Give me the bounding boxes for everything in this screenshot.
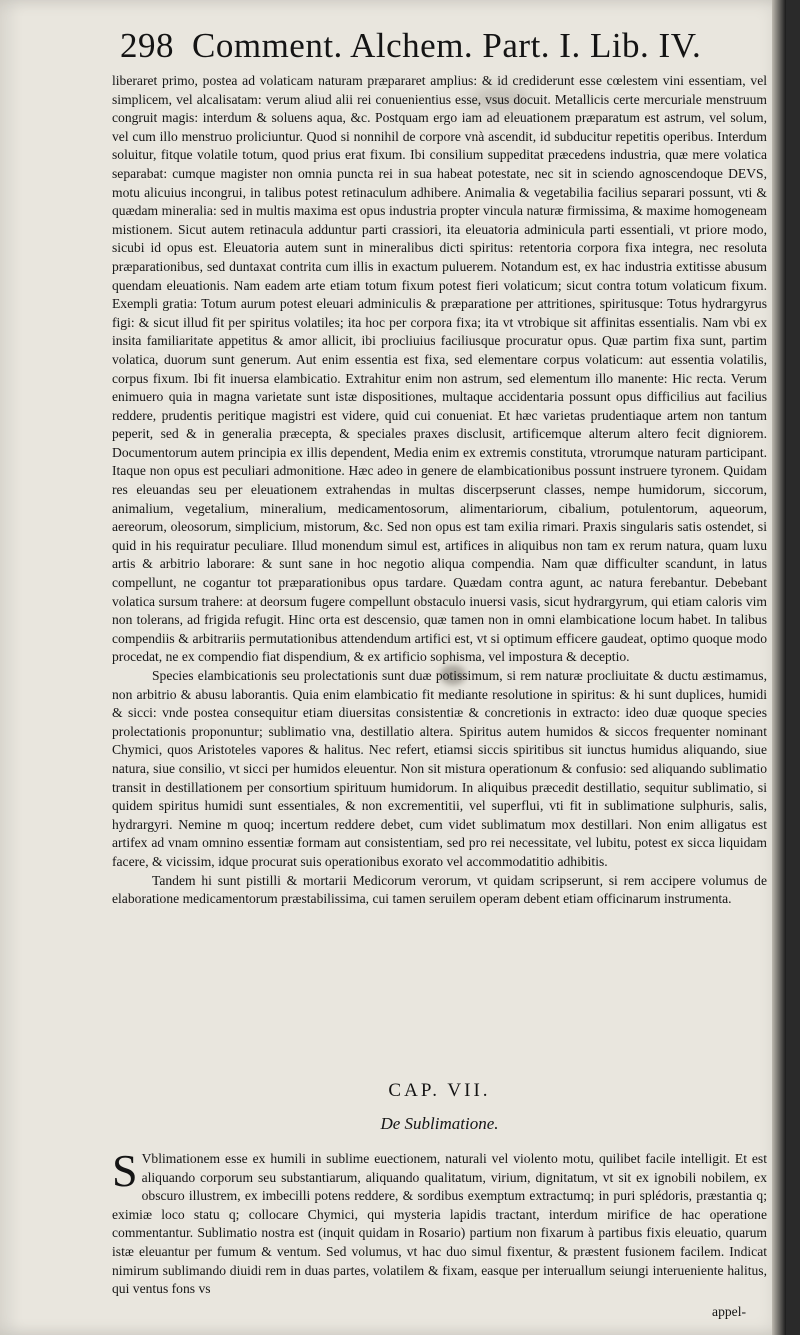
main-text [112,72,767,909]
chapter-subtitle: De Sublimatione. [380,1114,499,1133]
chapter-text [112,1145,767,1299]
paragraph: Species elambicationis seu prolectationis sunt duæ potissimum, si rem naturæ procliuitate & ductu æstimamus, non arbitrio & abusu laborantis. Quia enim elambicatio fit mediante resolutione in spiritus: & hi sunt duplices, humidi & sicci: vnde postea consequitur etiam diuersitas consistentiæ & concretionis in extracto: ideo duæ quoque species prolectationis proponuntur; sublimatio vna, destillatio altera. Spiritus autem humidos & siccos frequenter nominant Chymici, quos Aristoteles vapores & halitus. Nec refert, etiamsi siccis spiritibus sit iunctus humidus aliquando, siue natura, siue consilio, vt sicci per humidos eleuentur. Non sit mistura operationum & confusio: sed aliquando sublimatio transit in destillationem per consortium spirituum humidorum. In aliquibus præcedit destillatio, sequitur sublimatio, si quidem spiritus humidi sunt essentiales, & non excrementitii, vel superflui, vti fit in sublimatione sulphuris, salis, hydrargyri. Nemine m quoq; incertum reddere debet, cum videt sublimatum mox destillari. Non enim alligatus est artifex ad vnam omnino essentiæ formam aut consistentiam, sed pro rei necessitate, vel lubitu, potest ex sicca liquidam facere, & vicissim, idque procurat suis operationibus exorato vel accommodatitio adhibitis. [112,668,767,869]
page-edge-shadow [772,0,786,1335]
paragraph: Tandem hi sunt pistilli & mortarii Medicorum verorum, vt quidam scripserunt, si rem accipere volumus de elaboratione medicamentorum præstabilissima, cui tamen seruilem operam debent etiam officinarum instrumenta. [112,872,767,907]
drop-cap: S [112,1145,138,1196]
running-header [120,28,760,63]
paragraph: liberaret primo, postea ad volaticam naturam præpararet amplius: & id crediderunt esse cœlestem vini essentiam, vel simplicem, vel alcalisatam: verum aliud alii rei conuenientius esse, vsus docuit. Metallicis certe mercuriale menstruum congruit magis: interdum & soluens aqua, &c. Postquam ergo iam ad eleuationem præparatum est astrum, vel solum, vel cum illo menstruo proliciuntur. Quod si nonnihil de corpore vnà ascendit, id subducitur repetitis operibus. Interdum soluitur, fitque volatile totum, quod prius erat fixum. Ibi consilium suppeditat præcedens industria, quæ mere volatica separabat: cumque magister non omnia puncta rei in sua habeat potestate, nec sit in sciendo agnoscendoque DEVS, motu alicuius incongrui, in talibus potest retinaculum adhibere. Animalia & vegetabilia facilius separari possunt, vti & quædam mineralia: sed in multis maxima est opus industria propter vincula naturæ firmissima, & maxime homogeneam mistionem. Sicut autem retinacula adduntur parti crassiori, ita eleuatoria adminicula parti essentiali, vt priore modo, sicubi id opus est. Eleuatoria autem sunt in mineralibus dicti spiritus: retentoria corpora fixa integra, nec resoluta præparationibus, sed duntaxat contrita cum illis in exactum puluerem. Notandum est, ex hac industria extitisse abusum quendam eleuationis. Nam eadem arte etiam totum fixum potest fieri volaticum; sicut contra totum volaticum fixum. Exempli gratia: Totum aurum potest eleuari adminiculis & præparatione per attritiones, spiritusque: Totus hydrargyrus figi: & sicut illud fit per spiritus volatiles; ita hoc per corpora fixa; ita vt vtrobique sit affinitas essentialis. Nam vbi ex insita familiaritate appetitus & amor allicit, ibi procliuius faciliusque procuratur opus. Quæ partim fixa sunt, partim volatica, duorum sunt generum. Aut enim essentia est fixa, sed elementare corpus volaticum: aut essentia volatilis, corpus fixum. Ibi fit inuersa elambicatio. Extrahitur enim non astrum, sed elementum illo manente: Hic recta. Verum enimuero quia in magna varietate sunt istæ dispositiones, multaque accidentaria possunt opus difficilius aut facilius reddere, prudentis peritique magistri est videre, quid cui conueniat. Et hæc varietas prudentiaque artem non tantum peperit, sed & in generalia præcepta, & speciales praxes disclusit, artificemque alterum altero fecit digniorem. Documentorum autem principia ex illis dependent, Media enim ex extremis constituta, vtrorumque naturam participant. Itaque non opus est peculiari admonitione. Hæc adeo in genere de elambicationibus possunt instruere tyronem. Quidam res eleuandas seu per eleuationem extrahendas in multas discerpserunt classes, nempe humidorum, siccorum, animalium, vegetalium, mineralium, medicamentosorum, alimentariorum, cibalium, potulentorum, aqueorum, aereorum, oleosorum, simplicium, mistorum, &c. Sed non opus est tam exilia rimari. Praxis singularis satis ostendet, si quid in his requiratur peculiare. Illud monendum simul est, artifices in aliquibus non tam ex rerum natura, quam luxu artis & arbitrio laborare: & sunt sane in hoc negotio aliqua compendia. Nam quæ difficulter scandunt, in latus compellunt, ne cogantur tot præparationibus opus tardare. Quædam contra agunt, ac natura ferebantur. Debebant volatica sursum trahere: at deorsum fugere compellunt obstaculo inuersi vasis, sicut hydrargyrum, qui etiam caloris vim non tolerans, ad frigida refugit. Hinc orta est descensio, quæ tamen non in omni elambicatione locum habet. In talibus compendiis & arbitrariis permutationibus attendendum artifici est, vt si optimum efficere gaudeat, optimo quoque modo procedat, ne ex compendio fiat dispendium, & ex artificio sophisma, vel impostura & deceptio. [112,73,767,665]
chapter-paragraph: Vblimationem esse ex humili in sublime euectionem, naturali vel violento motu, quilibet facile intelligit. Et est aliquando corporum seu substantiarum, aliquando qualitatum, virium, dignitatum, vt sit ex ignobili nobilem, ex obscuro illustrem, ex imbecilli potens reddere, & sordibus exemptum extractumq; in puri splédoris, præstantia q; eximiæ loco statu q; collocare Chymici, qui mysteria lapidis tractant, interdum mirifice de hac operatione commentantur. Sublimatio nostra est (inquit quidam in Rosario) partium non fixarum à partibus fixis eleuatio, quarum istæ eleuantur per fumum & ventum. Sed volumus, vt hac duo simul fixentur, & præstent fusionem facilem. Indicat nimirum sublimando diuidi rem in duas partes, volatilem & fixam, easque per interuallum seiungi interueniente halitus, qui ventus fons vs [112,1151,767,1297]
page-number: 298 [120,26,174,65]
catchword: appel- [712,1304,746,1319]
chapter-heading: CAP. VII. [388,1080,491,1101]
running-title: Comment. Alchem. Part. I. Lib. IV. [192,26,702,65]
